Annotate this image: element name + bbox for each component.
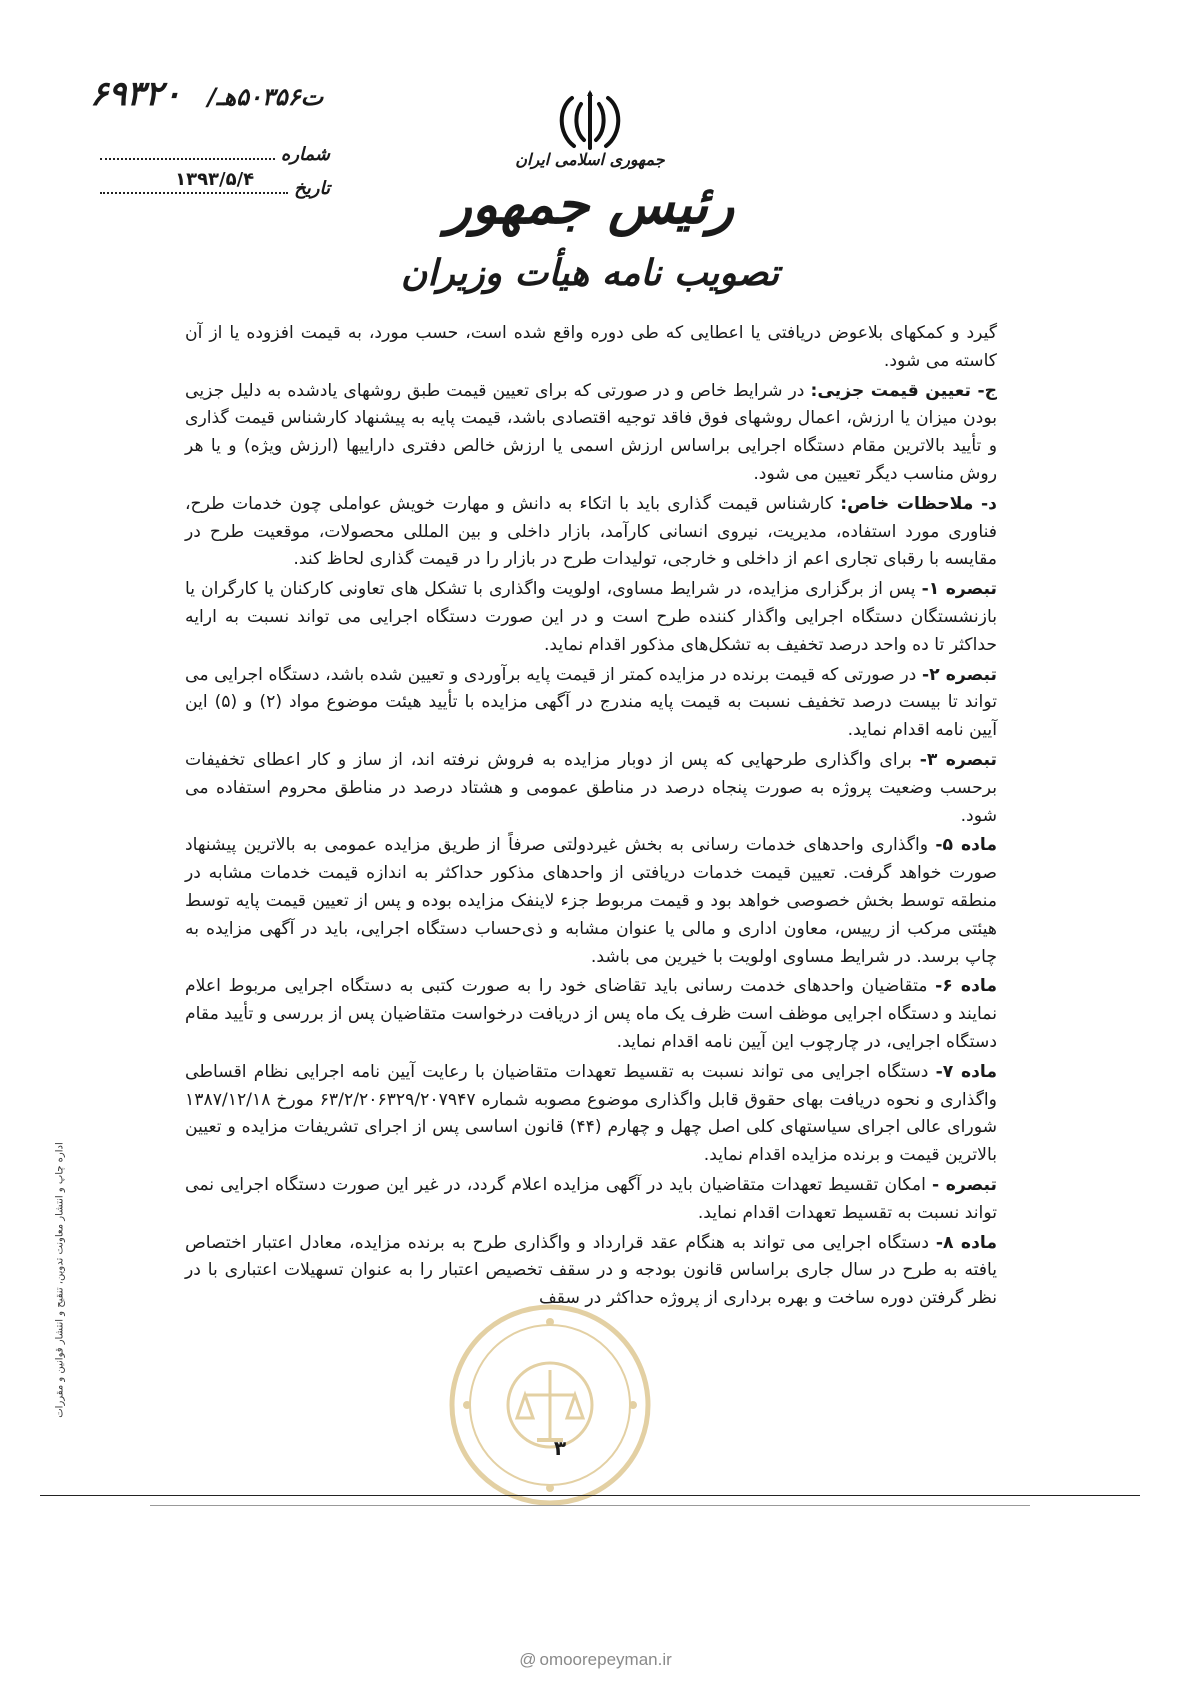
at-sign-icon: @ <box>519 1650 537 1669</box>
cabinet-approval-title: تصویب نامه هیأت وزیران <box>400 252 780 294</box>
paragraph-note-3: تبصره ۳- برای واگذاری طرحهایی که پس از دوبار مزایده به فروش نرفته اند، از ساز و کار اعطای تخفیفات برحسب وضعیت پروژه به صورت پنجاه درصد در مناطق عمومی و هشتاد درصد در مناطق محروم استفاده می شود. <box>185 749 997 826</box>
page-number: ۳ <box>553 1436 567 1460</box>
reference-handwritten-number: ۶۹۳۲۰ <box>90 74 182 114</box>
paragraph-article-6: ماده ۶- متقاضیان واحدهای خدمت رسانی باید تقاضای خود را به صورت کتبی به دستگاه اجرایی مربوط اعلام نمایند و دستگاه اجرایی موظف است ظرف یک ماه پس از دریافت درخواست متقاضیان پس از بررسی و تأیید مقام دستگاه اجرایی، در چارچوب این آیین نامه اقدام نماید. <box>185 976 997 1052</box>
paragraph-partial-price: ج- تعیین قیمت جزیی: در شرایط خاص و در صورتی که برای تعیین قیمت طبق روشهای یادشده به دلیل جزیی بودن میزان یا ارزش، اعمال روشهای فوق فاقد توجیه اقتصادی باشد، قیمت پایه به پیشنهاد کارشناس قیمت گذاری و تأیید بالاترین مقام دستگاه اجرایی براساس ارزش اسمی یا ارزش خالص دفتری داراییها (ارزش ویژه) و یا هر روش مناسب دیگر تعیین می شود. <box>185 380 997 484</box>
paragraph-special-considerations: د- ملاحظات خاص: کارشناس قیمت گذاری باید با اتکاء به دانش و مهارت خویش عواملی چون خدمات طرح، فناوری مورد استفاده، مدیریت، نیروی انسانی کارآمد، بازار داخلی و بین المللی محصولات، موقعیت طرح در مقایسه با رقبای تجاری اعم از داخلی و خارجی، تولیدات طرح در بازار را در قیمت گذاری لحاظ کند. <box>185 493 997 570</box>
side-print-note-text: اداره چاپ و انتشار معاونت تدوین، تنقیح و انتشار قوانین و مقررات <box>54 1142 66 1418</box>
article-heading: ماده ۷- <box>935 1061 998 1082</box>
republic-title: جمهوری اسلامی ایران <box>515 150 665 169</box>
article-heading: ماده ۸- <box>935 1232 997 1253</box>
date-value: ۱۳۹۳/۵/۴ <box>175 169 255 190</box>
bottom-divider-secondary <box>150 1505 1030 1506</box>
paragraph-article-5: ماده ۵- واگذاری واحدهای خدمات رسانی به بخش غیردولتی صرفاً از طریق مزایده عمومی به بالاترین پیشنهاد صورت خواهد گرفت. تعیین قیمت خدمات دریافتی از واحدهای مذکور حداکثر به اندازه قیمت خدمات مشابه در منطقه توسط بخش خصوصی خواهد بود و قیمت مربوط جزء لاینفک مزایده بوده و پس از تعیین قیمت پایه توسط هیئتی مرکب از رییس، معاون اداری و مالی یا عنوان مشابه و ذی‌حساب دستگاه اجرایی، باید در آگهی مزایده به چاپ برسد. در شرایط مساوی اولویت با خیرین می باشد. <box>185 835 998 967</box>
article-heading: ماده ۶- <box>935 976 997 997</box>
president-title: رئیس جمهور <box>445 172 735 236</box>
paragraph-note-1: تبصره ۱- پس از برگزاری مزایده، در شرایط مساوی، اولویت واگذاری با تشکل های تعاونی کارکنان یا کارگران یا بازنشستگان دستگاه اجرایی واگذار کننده طرح است و در این صورت دستگاه اجرایی می تواند نسبت به ارایه حداکثر تا ده واحد درصد تخفیف به تشکل‌های مذکور اقدام نماید. <box>185 579 997 655</box>
clause-heading: د- ملاحظات خاص: <box>840 493 997 514</box>
paragraph-note-installment: تبصره - امکان تقسیط تعهدات متقاضیان باید در آگهی مزایده اعلام گردد، در غیر این صورت دستگاه اجرایی نمی تواند نسبت به تقسیط تعهدات اقدام نماید. <box>185 1174 997 1223</box>
note-heading: تبصره ۲- <box>921 664 997 685</box>
note-heading: تبصره ۱- <box>921 579 997 600</box>
document-body <box>185 320 997 1315</box>
website-url: omoorepeyman.ir <box>539 1650 672 1669</box>
date-label: تاریخ <box>294 178 330 199</box>
note-heading: تبصره ۳- <box>919 749 997 770</box>
number-label: شماره <box>280 144 330 165</box>
clause-heading: ج- تعیین قیمت جزیی: <box>810 380 997 401</box>
paragraph-continuation: گیرد و کمکهای بلاعوض دریافتی یا اعطایی که طی دوره واقع شده است، حسب مورد، به قیمت افزوده یا از آن کاسته می شود. <box>185 323 997 371</box>
reference-code: ت۵۰۳۵۶هـ/ <box>207 83 324 111</box>
article-heading: ماده ۵- <box>935 835 998 856</box>
paragraph-note-2: تبصره ۲- در صورتی که قیمت برنده در مزایده کمتر از قیمت پایه برآوردی و تعیین شده باشد، دستگاه اجرایی می تواند تا بیست درصد تخفیف نسبت به قیمت پایه مندرج در آگهی مزایده با تأیید هیئت موضوع مواد (۲) و (۵) این آیین نامه اقدام نماید. <box>185 664 997 741</box>
side-print-note <box>40 1100 80 1460</box>
bottom-divider <box>40 1495 1140 1496</box>
note-heading: تبصره - <box>931 1174 997 1195</box>
footer-website <box>0 1650 1191 1670</box>
iran-emblem-icon <box>550 90 630 154</box>
paragraph-article-8: ماده ۸- دستگاه اجرایی می تواند به هنگام عقد قرارداد و واگذاری طرح به برنده مزایده، معادل اعتبار اختصاص یافته به طرح در سال جاری براساس قانون بودجه و در سقف تخصیص اعتبار را به عنوان تسهیلات اعتباری با در نظر گرفتن دوره ساخت و بهره برداری از پروژه حداکثر در سقف <box>185 1232 997 1309</box>
reference-number <box>90 74 323 114</box>
paragraph-article-7: ماده ۷- دستگاه اجرایی می تواند نسبت به تقسیط تعهدات متقاضیان با رعایت آیین نامه اجرایی نظام اقساطی واگذاری و نحوه دریافت بهای حقوق قابل واگذاری موضوع مصوبه شماره ۶۳/۲/۲۰۶۳۲۹/۲۰۷۹۴۷ مورخ ۱۳۸۷/۱۲/۱۸ شورای عالی اجرای سیاستهای کلی اصل چهل و چهارم (۴۴) قانون اساسی پس از اجرای تشریفات مزایده و تعیین بالاترین قیمت و برنده مزایده اقدام نماید. <box>185 1061 998 1166</box>
watermark-seal-icon <box>445 1300 655 1510</box>
